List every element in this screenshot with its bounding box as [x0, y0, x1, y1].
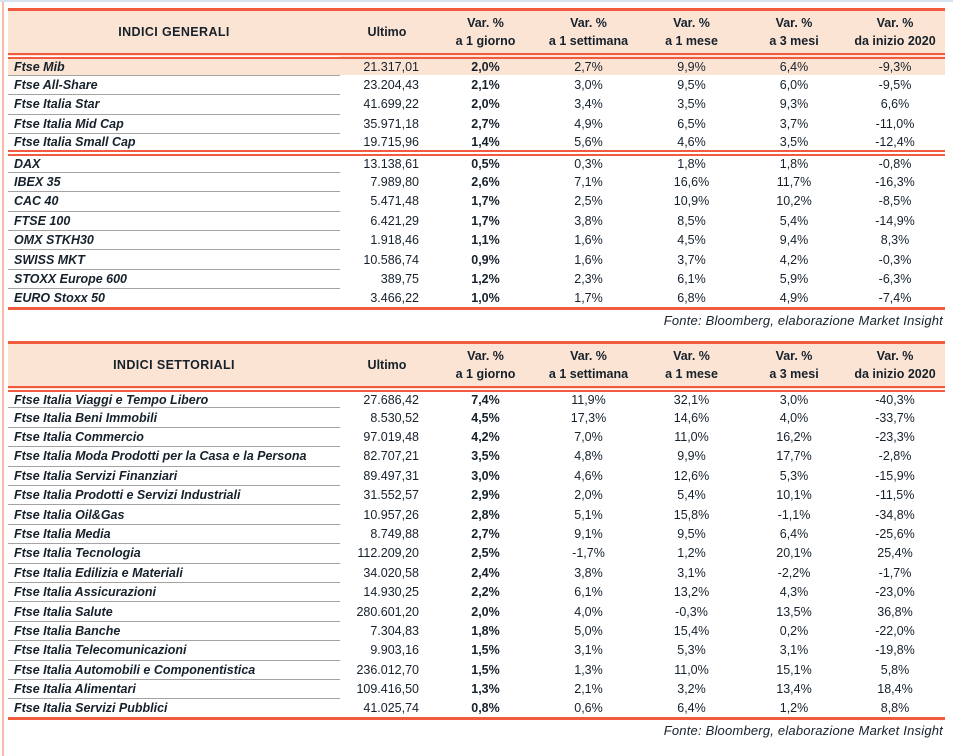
ultimo-value: 389,75	[340, 269, 434, 288]
col-header-var	[434, 10, 537, 57]
var-value: 9,1%	[537, 524, 640, 543]
var-value: 2,4%	[434, 563, 537, 582]
ultimo-value: 14.930,25	[340, 582, 434, 601]
var-value: 9,9%	[640, 447, 743, 466]
var-value: 13,5%	[743, 602, 845, 621]
col-header-var	[743, 10, 845, 57]
ultimo-value: 13.138,61	[340, 153, 434, 172]
table-row	[8, 192, 945, 211]
var-value: 2,7%	[434, 114, 537, 133]
var-value: -1,1%	[743, 505, 845, 524]
ultimo-value: 280.601,20	[340, 602, 434, 621]
var-value: 9,5%	[640, 75, 743, 94]
index-name: Ftse Italia Servizi Finanziari	[8, 466, 340, 485]
indici-settoriali-table	[8, 341, 945, 720]
var-value: 6,5%	[640, 114, 743, 133]
var-value: -0,3%	[640, 602, 743, 621]
col-header-var-line2: a 1 settimana	[548, 34, 629, 48]
var-value: 2,8%	[434, 505, 537, 524]
var-value: 1,1%	[434, 231, 537, 250]
col-header-var-line1: Var. %	[467, 348, 504, 363]
var-value: 4,8%	[537, 447, 640, 466]
var-value: 6,1%	[640, 269, 743, 288]
ultimo-value: 10.586,74	[340, 250, 434, 269]
var-value: 3,7%	[640, 250, 743, 269]
col-header-var-line1: Var. %	[775, 16, 813, 30]
var-value: -9,3%	[845, 56, 945, 75]
table-row	[8, 505, 945, 524]
var-value: 0,6%	[537, 699, 640, 718]
col-header-var-line1: Var. %	[876, 16, 914, 30]
col-header-var-line2: a 3 mesi	[769, 366, 819, 381]
var-value: 32,1%	[640, 389, 743, 408]
table-section	[8, 389, 945, 719]
var-value: 4,2%	[434, 427, 537, 446]
var-value: 2,1%	[537, 679, 640, 698]
col-header-var-line2: a 3 mesi	[769, 34, 819, 48]
index-name: Ftse Italia Moda Prodotti per la Casa e la Persona	[8, 447, 340, 466]
var-value: 5,0%	[537, 621, 640, 640]
ultimo-value: 23.204,43	[340, 75, 434, 94]
var-value: 8,3%	[845, 231, 945, 250]
var-value: 4,5%	[640, 231, 743, 250]
var-value: 11,9%	[537, 389, 640, 408]
var-value: 2,0%	[434, 56, 537, 75]
ultimo-value: 9.903,16	[340, 641, 434, 660]
var-value: 13,2%	[640, 582, 743, 601]
var-value: 6,6%	[845, 95, 945, 114]
var-value: 2,6%	[434, 172, 537, 191]
indices-table	[8, 8, 945, 310]
col-header-var	[640, 10, 743, 57]
index-name: EURO Stoxx 50	[8, 289, 340, 308]
var-value: 17,3%	[537, 408, 640, 427]
index-name: Ftse Italia Oil&Gas	[8, 505, 340, 524]
var-value: 15,4%	[640, 621, 743, 640]
col-header-var-line2: a 1 mese	[665, 366, 718, 381]
table-row	[8, 486, 945, 505]
table-row	[8, 269, 945, 288]
var-value: 2,5%	[537, 192, 640, 211]
var-value: 9,4%	[743, 231, 845, 250]
index-name: Ftse Italia Servizi Pubblici	[8, 699, 340, 718]
var-value: -40,3%	[845, 389, 945, 408]
table-row	[8, 250, 945, 269]
var-value: 2,2%	[434, 582, 537, 601]
var-value: 6,4%	[640, 699, 743, 718]
index-name: Ftse Italia Prodotti e Servizi Industriali	[8, 486, 340, 505]
var-value: 1,4%	[434, 134, 537, 153]
table-row	[8, 524, 945, 543]
var-value: 1,7%	[434, 192, 537, 211]
index-name: Ftse Italia Small Cap	[8, 134, 340, 153]
index-name: Ftse Italia Salute	[8, 602, 340, 621]
var-value: -0,8%	[845, 153, 945, 172]
ultimo-value: 35.971,18	[340, 114, 434, 133]
var-value: 36,8%	[845, 602, 945, 621]
index-name: Ftse Italia Star	[8, 95, 340, 114]
var-value: -33,7%	[845, 408, 945, 427]
table-row	[8, 447, 945, 466]
indices-table	[8, 341, 945, 720]
var-value: 5,9%	[743, 269, 845, 288]
ultimo-value: 7.989,80	[340, 172, 434, 191]
index-name: Ftse All-Share	[8, 75, 340, 94]
var-value: 3,1%	[743, 641, 845, 660]
var-value: 1,3%	[537, 660, 640, 679]
var-value: 15,1%	[743, 660, 845, 679]
ultimo-value: 7.304,83	[340, 621, 434, 640]
var-value: 2,0%	[434, 95, 537, 114]
index-name: Ftse Italia Commercio	[8, 427, 340, 446]
table-row	[8, 389, 945, 408]
table-row	[8, 134, 945, 153]
var-value: 16,2%	[743, 427, 845, 446]
var-value: 4,2%	[743, 250, 845, 269]
ultimo-value: 34.020,58	[340, 563, 434, 582]
col-header-var	[434, 342, 537, 389]
var-value: 1,7%	[537, 289, 640, 308]
var-value: 11,0%	[640, 660, 743, 679]
header-row	[8, 342, 945, 389]
index-name: IBEX 35	[8, 172, 340, 191]
col-header-var	[743, 342, 845, 389]
var-value: 3,5%	[434, 447, 537, 466]
var-value: 1,6%	[537, 250, 640, 269]
var-value: -34,8%	[845, 505, 945, 524]
index-name: Ftse Italia Viaggi e Tempo Libero	[8, 389, 340, 408]
var-value: 3,1%	[537, 641, 640, 660]
col-header-var-line2: da inizio 2020	[854, 34, 936, 48]
var-value: 13,4%	[743, 679, 845, 698]
index-name: STOXX Europe 600	[8, 269, 340, 288]
header-row	[8, 10, 945, 57]
var-value: 6,4%	[743, 524, 845, 543]
col-header-var-line1: Var. %	[673, 16, 710, 30]
var-value: 4,0%	[537, 602, 640, 621]
var-value: 3,5%	[640, 95, 743, 114]
var-value: 1,2%	[434, 269, 537, 288]
table-row	[8, 211, 945, 230]
ultimo-value: 236.012,70	[340, 660, 434, 679]
ultimo-value: 41.699,22	[340, 95, 434, 114]
var-value: 1,6%	[537, 231, 640, 250]
ultimo-value: 8.530,52	[340, 408, 434, 427]
var-value: -11,5%	[845, 486, 945, 505]
col-header-var-line2: da inizio 2020	[854, 366, 936, 381]
source-note: Fonte: Bloomberg, elaborazione Market Insight	[663, 312, 943, 328]
var-value: 0,5%	[434, 153, 537, 172]
var-value: 1,0%	[434, 289, 537, 308]
var-value: 2,0%	[537, 486, 640, 505]
table-row	[8, 582, 945, 601]
var-value: -23,3%	[845, 427, 945, 446]
var-value: -2,2%	[743, 563, 845, 582]
col-header-var	[640, 342, 743, 389]
col-header-var-line1: Var. %	[876, 348, 914, 363]
col-header-var-line1: Var. %	[775, 348, 813, 363]
page-left-edge-line	[2, 2, 4, 756]
var-value: 1,3%	[434, 679, 537, 698]
table-row	[8, 641, 945, 660]
ultimo-value: 31.552,57	[340, 486, 434, 505]
index-name: DAX	[8, 153, 340, 172]
index-name: SWISS MKT	[8, 250, 340, 269]
indici-generali-table	[8, 8, 945, 310]
var-value: 1,5%	[434, 641, 537, 660]
var-value: 14,6%	[640, 408, 743, 427]
table-section	[8, 56, 945, 153]
var-value: 4,6%	[537, 466, 640, 485]
col-header-var-line1: Var. %	[673, 348, 710, 363]
var-value: 2,0%	[434, 602, 537, 621]
var-value: 6,0%	[743, 75, 845, 94]
table-row	[8, 114, 945, 133]
col-header-var-line1: Var. %	[570, 348, 607, 363]
col-header-var-line2: a 1 settimana	[548, 366, 629, 381]
source-note: Fonte: Bloomberg, elaborazione Market Insight	[663, 722, 943, 738]
col-header-ultimo: Ultimo	[340, 10, 434, 57]
var-value: -8,5%	[845, 192, 945, 211]
var-value: 5,1%	[537, 505, 640, 524]
var-value: 17,7%	[743, 447, 845, 466]
var-value: 25,4%	[845, 544, 945, 563]
ultimo-value: 19.715,96	[340, 134, 434, 153]
var-value: 3,0%	[537, 75, 640, 94]
var-value: 3,0%	[434, 466, 537, 485]
var-value: 5,6%	[537, 134, 640, 153]
var-value: 0,9%	[434, 250, 537, 269]
var-value: 10,2%	[743, 192, 845, 211]
col-header-var	[537, 342, 640, 389]
var-value: 20,1%	[743, 544, 845, 563]
var-value: 7,0%	[537, 427, 640, 446]
table-row	[8, 563, 945, 582]
var-value: 1,5%	[434, 660, 537, 679]
var-value: 0,3%	[537, 153, 640, 172]
table-row	[8, 699, 945, 718]
var-value: -22,0%	[845, 621, 945, 640]
col-header-var	[537, 10, 640, 57]
ultimo-value: 109.416,50	[340, 679, 434, 698]
var-value: 3,8%	[537, 563, 640, 582]
index-name: OMX STKH30	[8, 231, 340, 250]
var-value: -15,9%	[845, 466, 945, 485]
var-value: 11,0%	[640, 427, 743, 446]
table-row	[8, 95, 945, 114]
var-value: 9,3%	[743, 95, 845, 114]
col-header-var-line2: a 1 giorno	[455, 366, 516, 381]
var-value: -12,4%	[845, 134, 945, 153]
ultimo-value: 112.209,20	[340, 544, 434, 563]
index-name: Ftse Mib	[8, 56, 340, 75]
index-name: Ftse Italia Automobili e Componentistica	[8, 660, 340, 679]
var-value: -9,5%	[845, 75, 945, 94]
index-name: Ftse Italia Tecnologia	[8, 544, 340, 563]
var-value: 9,9%	[640, 56, 743, 75]
var-value: 3,2%	[640, 679, 743, 698]
index-name: FTSE 100	[8, 211, 340, 230]
var-value: 4,0%	[743, 408, 845, 427]
var-value: 9,5%	[640, 524, 743, 543]
var-value: 5,3%	[640, 641, 743, 660]
var-value: 5,4%	[640, 486, 743, 505]
col-header-var-line2: a 1 giorno	[455, 34, 516, 48]
col-header-var-line1: Var. %	[467, 16, 504, 30]
var-value: 0,8%	[434, 699, 537, 718]
var-value: 1,8%	[434, 621, 537, 640]
var-value: 2,1%	[434, 75, 537, 94]
table-row	[8, 56, 945, 75]
var-value: 7,4%	[434, 389, 537, 408]
var-value: 4,5%	[434, 408, 537, 427]
index-name: Ftse Italia Assicurazioni	[8, 582, 340, 601]
table-row	[8, 408, 945, 427]
ultimo-value: 97.019,48	[340, 427, 434, 446]
col-header-ultimo: Ultimo	[340, 342, 434, 389]
var-value: 2,7%	[537, 56, 640, 75]
ultimo-value: 27.686,42	[340, 389, 434, 408]
ultimo-value: 10.957,26	[340, 505, 434, 524]
var-value: 1,2%	[640, 544, 743, 563]
var-value: 4,6%	[640, 134, 743, 153]
index-name: Ftse Italia Edilizia e Materiali	[8, 563, 340, 582]
var-value: 3,0%	[743, 389, 845, 408]
var-value: 2,5%	[434, 544, 537, 563]
var-value: 2,7%	[434, 524, 537, 543]
ultimo-value: 1.918,46	[340, 231, 434, 250]
var-value: 5,8%	[845, 660, 945, 679]
table-section	[8, 153, 945, 308]
var-value: -19,8%	[845, 641, 945, 660]
var-value: 1,8%	[743, 153, 845, 172]
var-value: 12,6%	[640, 466, 743, 485]
table-row	[8, 660, 945, 679]
var-value: -0,3%	[845, 250, 945, 269]
table-row	[8, 621, 945, 640]
table-title: INDICI GENERALI	[8, 10, 340, 57]
var-value: -1,7%	[537, 544, 640, 563]
table-row	[8, 153, 945, 172]
ultimo-value: 41.025,74	[340, 699, 434, 718]
var-value: 10,9%	[640, 192, 743, 211]
ultimo-value: 8.749,88	[340, 524, 434, 543]
index-name: Ftse Italia Beni Immobili	[8, 408, 340, 427]
index-name: Ftse Italia Media	[8, 524, 340, 543]
var-value: 11,7%	[743, 172, 845, 191]
ultimo-value: 89.497,31	[340, 466, 434, 485]
index-name: CAC 40	[8, 192, 340, 211]
var-value: 3,1%	[640, 563, 743, 582]
var-value: -2,8%	[845, 447, 945, 466]
col-header-var	[845, 10, 945, 57]
var-value: 2,3%	[537, 269, 640, 288]
ultimo-value: 5.471,48	[340, 192, 434, 211]
var-value: -25,6%	[845, 524, 945, 543]
var-value: 3,4%	[537, 95, 640, 114]
var-value: 7,1%	[537, 172, 640, 191]
var-value: 3,5%	[743, 134, 845, 153]
var-value: -7,4%	[845, 289, 945, 308]
col-header-var-line1: Var. %	[570, 16, 607, 30]
var-value: 0,2%	[743, 621, 845, 640]
var-value: -14,9%	[845, 211, 945, 230]
var-value: 8,5%	[640, 211, 743, 230]
var-value: -11,0%	[845, 114, 945, 133]
ultimo-value: 21.317,01	[340, 56, 434, 75]
table-row	[8, 466, 945, 485]
var-value: 5,4%	[743, 211, 845, 230]
var-value: 4,3%	[743, 582, 845, 601]
table-row	[8, 231, 945, 250]
table-row	[8, 289, 945, 308]
ultimo-value: 82.707,21	[340, 447, 434, 466]
var-value: 6,4%	[743, 56, 845, 75]
var-value: 6,8%	[640, 289, 743, 308]
table-row	[8, 544, 945, 563]
var-value: 6,1%	[537, 582, 640, 601]
var-value: 2,9%	[434, 486, 537, 505]
col-header-var-line2: a 1 mese	[665, 34, 718, 48]
var-value: 1,8%	[640, 153, 743, 172]
table-title: INDICI SETTORIALI	[8, 342, 340, 389]
var-value: 15,8%	[640, 505, 743, 524]
ultimo-value: 6.421,29	[340, 211, 434, 230]
index-name: Ftse Italia Banche	[8, 621, 340, 640]
table-row	[8, 602, 945, 621]
var-value: -23,0%	[845, 582, 945, 601]
var-value: 8,8%	[845, 699, 945, 718]
var-value: -1,7%	[845, 563, 945, 582]
table-row	[8, 172, 945, 191]
index-name: Ftse Italia Mid Cap	[8, 114, 340, 133]
var-value: -16,3%	[845, 172, 945, 191]
col-header-var	[845, 342, 945, 389]
var-value: 3,7%	[743, 114, 845, 133]
table-row	[8, 679, 945, 698]
var-value: 3,8%	[537, 211, 640, 230]
var-value: 16,6%	[640, 172, 743, 191]
index-name: Ftse Italia Telecomunicazioni	[8, 641, 340, 660]
ultimo-value: 3.466,22	[340, 289, 434, 308]
table-row	[8, 427, 945, 446]
var-value: 1,7%	[434, 211, 537, 230]
table-row	[8, 75, 945, 94]
var-value: 5,3%	[743, 466, 845, 485]
index-name: Ftse Italia Alimentari	[8, 679, 340, 698]
var-value: 4,9%	[743, 289, 845, 308]
var-value: 10,1%	[743, 486, 845, 505]
var-value: 1,2%	[743, 699, 845, 718]
var-value: 18,4%	[845, 679, 945, 698]
var-value: -6,3%	[845, 269, 945, 288]
var-value: 4,9%	[537, 114, 640, 133]
